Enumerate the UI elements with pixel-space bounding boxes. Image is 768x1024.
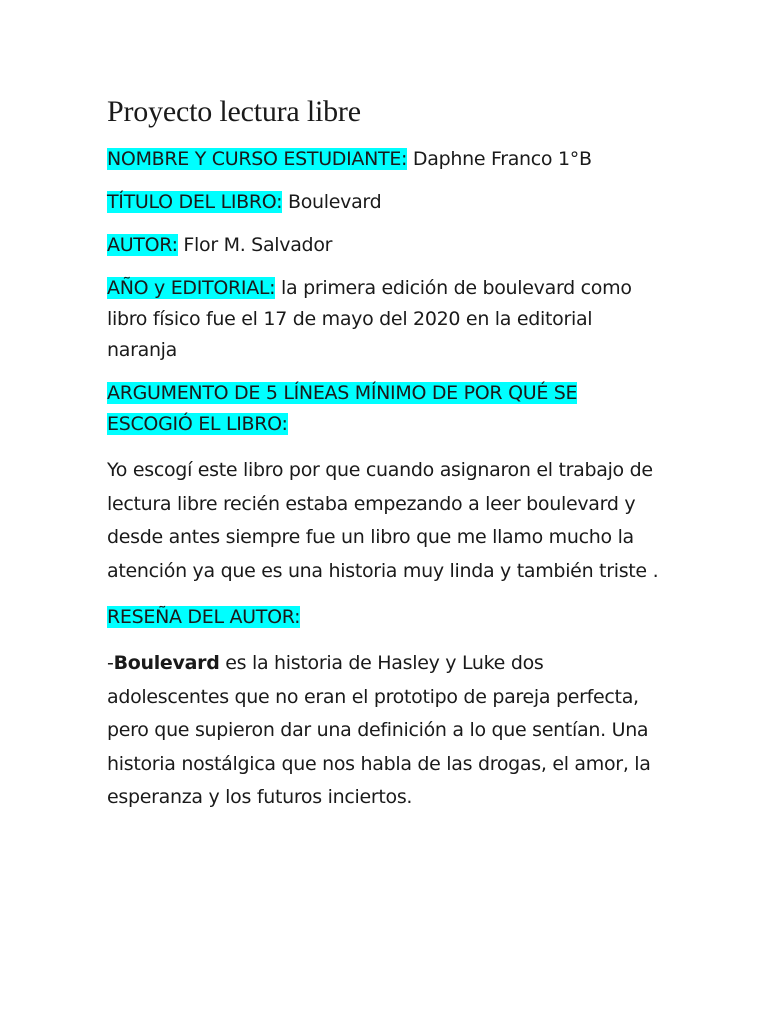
review-body [107, 647, 667, 815]
author-value: Flor M. Salvador [177, 234, 333, 256]
year-publisher-field [107, 273, 667, 366]
document-title: Proyecto lectura libre [107, 95, 361, 128]
year-publisher-value: la primera edición de boulevard como libro físico fue el 17 de mayo del 2020 en la editorial naranja [107, 277, 632, 361]
author-field [107, 230, 667, 261]
review-text: es la historia de Hasley y Luke dos adolescentes que no eran el prototipo de pareja perfecta, pero que supieron dar una definición a lo que sentían. Una historia nostálgica que nos habla de las drogas, el amor, la esperanza y los futuros inciertos. [107, 652, 651, 808]
book-title-field [107, 187, 667, 218]
review-prefix: - [107, 652, 114, 674]
argument-body: Yo escogí este libro por que cuando asignaron el trabajo de lectura libre recién estaba empezando a leer boulevard y desde antes siempre fue un libro que me llamo mucho la atención ya que es una historia muy linda y también triste . [107, 459, 659, 582]
review-book-name: Boulevard [113, 652, 220, 674]
student-field [107, 144, 667, 175]
author-label: AUTOR: [107, 234, 178, 256]
document-page [107, 94, 667, 829]
student-value: Daphne Franco 1°B [407, 148, 592, 170]
book-title-label: TÍTULO DEL LIBRO: [107, 191, 283, 213]
student-label: NOMBRE Y CURSO ESTUDIANTE: [107, 148, 408, 170]
book-title-value: Boulevard [282, 191, 382, 213]
argument-heading: ARGUMENTO DE 5 LÍNEAS MÍNIMO DE POR QUÉ SE ESCOGIÓ EL LIBRO: [107, 382, 578, 435]
review-heading: RESEÑA DEL AUTOR: [107, 606, 301, 628]
year-publisher-label: AÑO y EDITORIAL: [107, 277, 276, 299]
argument-heading-block [107, 378, 667, 440]
review-heading-block [107, 602, 667, 633]
